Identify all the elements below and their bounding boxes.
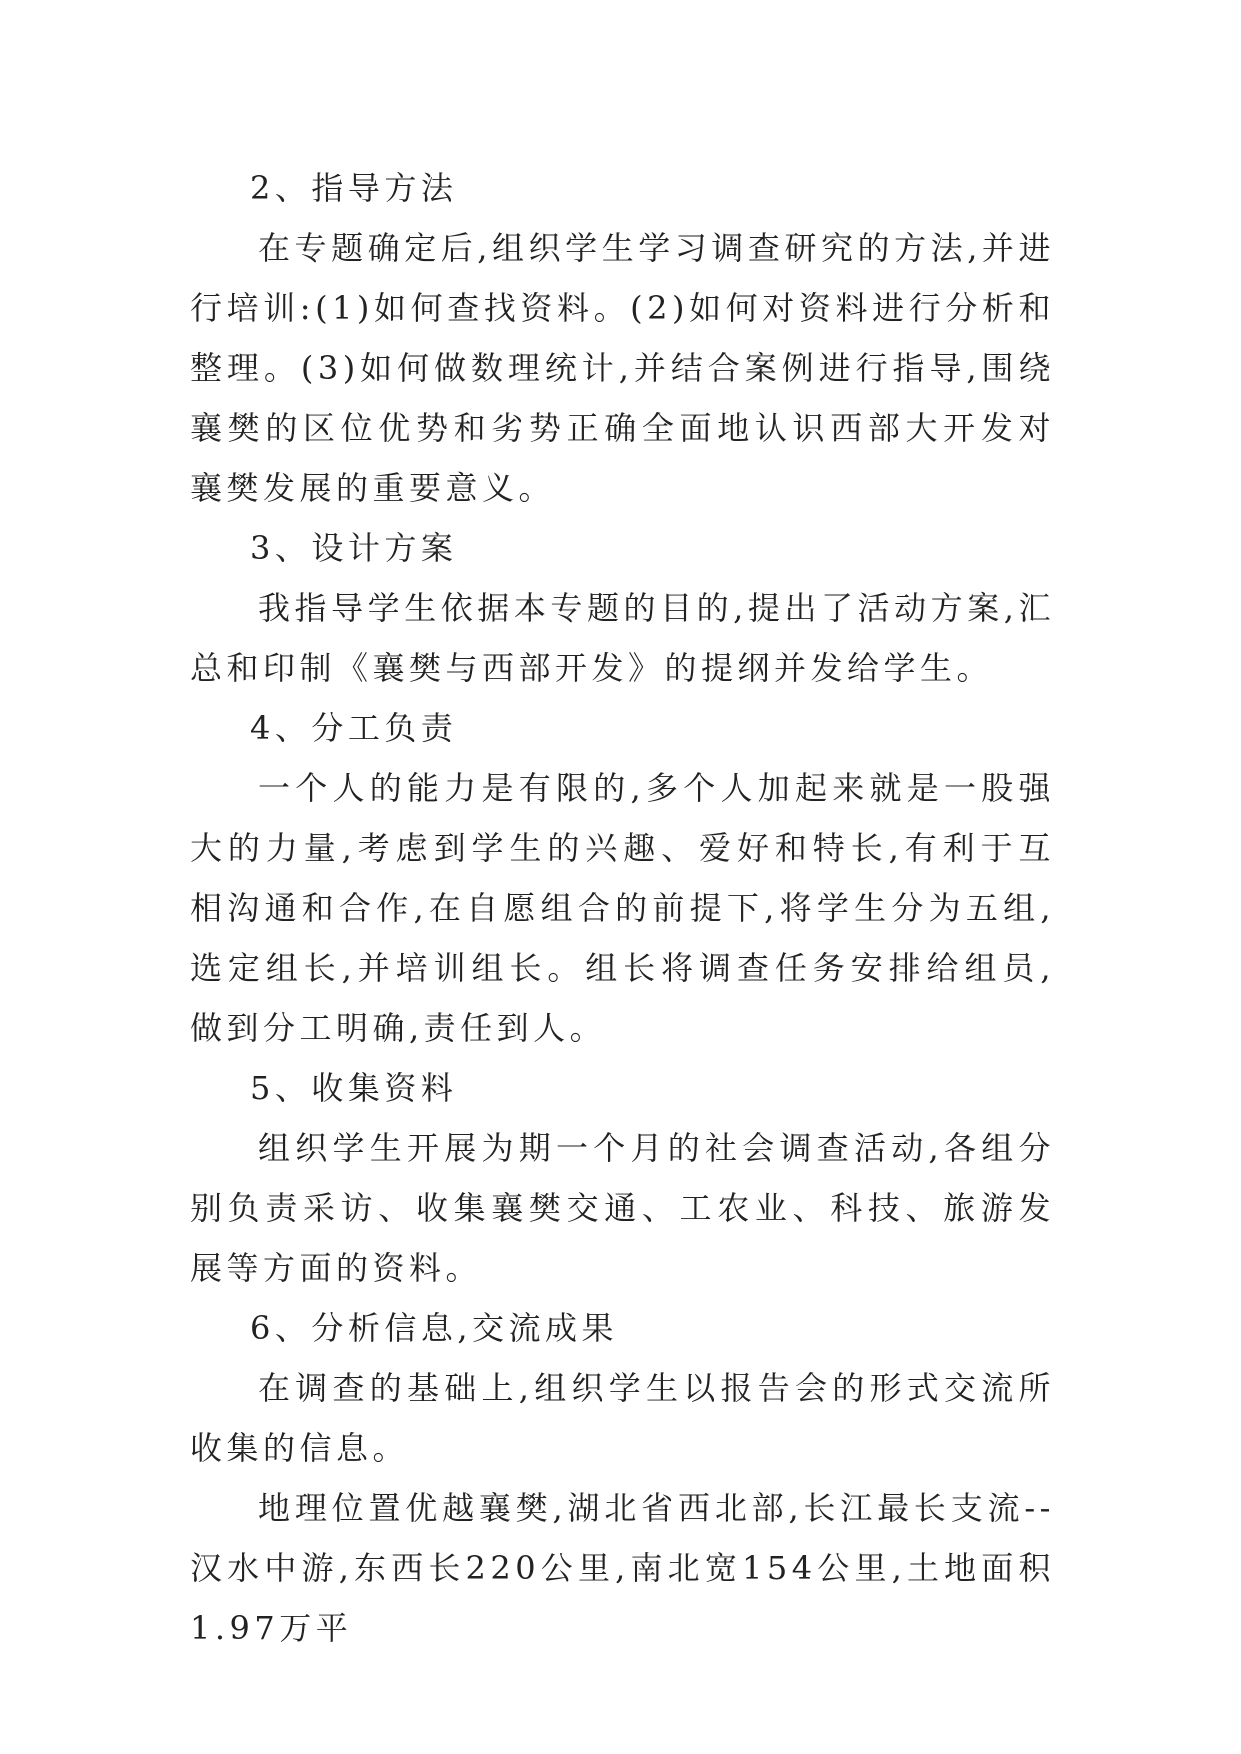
section-heading-division-of-labor: 4、分工负责 (250, 709, 458, 747)
paragraph-design-plan: 我指导学生依据本专题的目的,提出了活动方案,汇总和印制《襄樊与西部开发》的提纲并发给学生。 (190, 589, 1055, 687)
paragraph-division-of-labor: 一个人的能力是有限的,多个人加起来就是一股强大的力量,考虑到学生的兴趣、爱好和特长,有利于互相沟通和合作,在自愿组合的前提下,将学生分为五组,选定组长,并培训组长。组长将调查任务安排给组员,做到分工明确,责任到人。 (190, 769, 1055, 1047)
section-heading-analyze-information: 6、分析信息,交流成果 (250, 1309, 619, 1347)
paragraph-collect-materials: 组织学生开展为期一个月的社会调查活动,各组分别负责采访、收集襄樊交通、工农业、科技、旅游发展等方面的资料。 (190, 1129, 1055, 1287)
section-heading-guidance-method: 2、指导方法 (250, 169, 458, 207)
paragraph-geographic-location: 地理位置优越襄樊,湖北省西北部,长江最长支流--汉水中游,东西长220公里,南北宽154公里,土地面积1.97万平 (190, 1489, 1055, 1647)
paragraph-analyze-information: 在调查的基础上,组织学生以报告会的形式交流所收集的信息。 (190, 1369, 1055, 1467)
section-heading-collect-materials: 5、收集资料 (250, 1069, 458, 1107)
paragraph-guidance-method: 在专题确定后,组织学生学习调查研究的方法,并进行培训:(1)如何查找资料。(2)如何对资料进行分析和整理。(3)如何做数理统计,并结合案例进行指导,围绕襄樊的区位优势和劣势正确全面地认识西部大开发对襄樊发展的重要意义。 (190, 229, 1055, 507)
section-heading-design-plan: 3、设计方案 (250, 529, 458, 567)
document-body (190, 158, 1055, 1658)
